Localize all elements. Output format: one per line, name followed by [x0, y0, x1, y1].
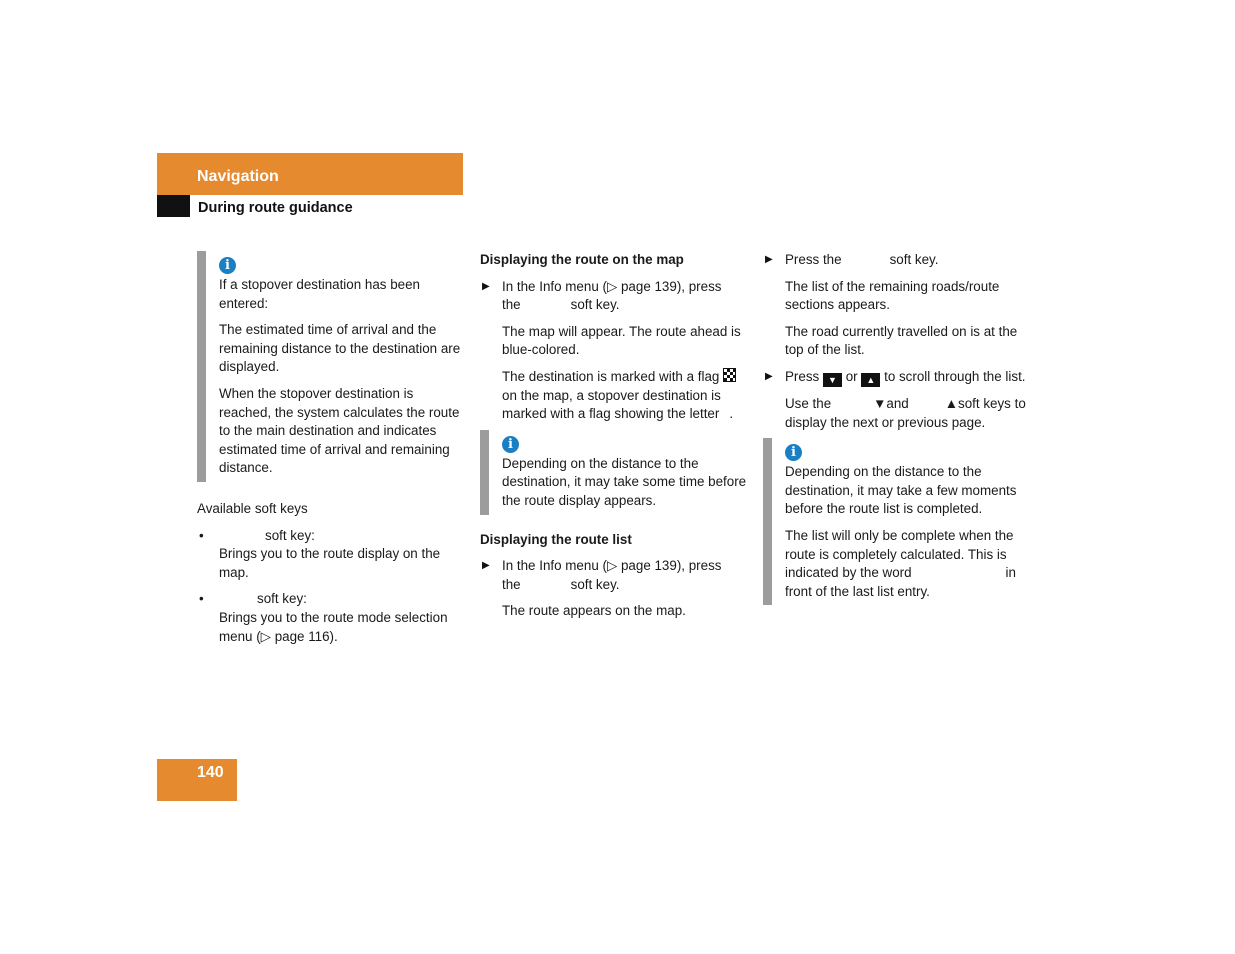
subsection-title: During route guidance [198, 200, 353, 216]
arrow-icon: ▶ [765, 370, 773, 382]
info-bar [480, 430, 489, 515]
page-number-box [157, 759, 237, 801]
arrow-icon: ▶ [482, 560, 490, 572]
section-header [157, 153, 463, 195]
bullet-text: Brings you to the route display on the map. [219, 546, 441, 580]
info-icon: i [785, 444, 802, 461]
bullet-icon: • [199, 591, 204, 607]
result-text: The route appears on the map. [502, 603, 686, 619]
column-1 [197, 251, 463, 646]
list-item [197, 527, 463, 583]
column-3 [763, 251, 1031, 605]
info-bar [197, 251, 206, 482]
bullet-icon: • [199, 527, 204, 543]
info-text: The list will only be complete when the route is completely calculated. This is indicated by the word in front of the last list entry. [785, 527, 1016, 599]
step-text: Press [785, 368, 820, 384]
step-text: the [502, 576, 521, 592]
heading-route-on-map: Displaying the route on the map [480, 252, 684, 267]
available-soft-keys-label: Available soft keys [197, 500, 308, 516]
step-text: soft key. [889, 252, 939, 267]
instruction-step [480, 278, 748, 424]
info-text: The estimated time of arrival and the remaining distance to the destination are displayed. [219, 322, 461, 375]
info-text: Depending on the distance to the destination, it may take a few moments before the route list is completed. [785, 464, 1017, 517]
instruction-step [480, 557, 748, 621]
result-text: Use the ▼and ▲soft keys to display the next or previous page. [785, 395, 1026, 430]
step-text: In the Info menu (▷ page 139), press [502, 558, 722, 574]
arrow-icon: ▶ [765, 254, 773, 265]
bullet-text: Brings you to the route mode selection menu (▷ page 116). [219, 609, 448, 644]
info-text: If a stopover destination has been entered: [219, 277, 420, 311]
step-text: soft key. [570, 576, 620, 592]
result-text: The destination is marked with a flag on the map, a stopover destination is marked with a flag showing the letter . [502, 368, 748, 424]
heading-route-list: Displaying the route list [480, 531, 632, 547]
checkered-flag-icon [723, 368, 736, 382]
info-text: When the stopover destination is reached, the system calculates the route to the main destination and indicates estimated time of arrival and remaining distance. [219, 385, 460, 476]
column-2 [480, 251, 748, 621]
info-icon: i [219, 257, 236, 274]
step-text: In the Info menu (▷ page 139), press [502, 278, 722, 294]
page-number: 140 [197, 764, 224, 781]
step-text: to scroll through the list. [884, 368, 1026, 384]
soft-key-label: soft key: [257, 591, 307, 607]
step-text: the [502, 297, 521, 313]
list-item [197, 590, 463, 646]
arrow-up-key-icon: ▲ [861, 373, 880, 387]
info-box [763, 438, 1031, 605]
step-text: or [845, 368, 858, 384]
result-text: The road currently travelled on is at the top of the list. [785, 323, 1018, 358]
info-box [480, 430, 748, 515]
result-text: The list of the remaining roads/route sections appears. [785, 278, 1000, 313]
info-box [197, 251, 463, 482]
arrow-icon: ▶ [482, 280, 490, 292]
section-title: Navigation [197, 168, 279, 185]
info-text: Depending on the distance to the destination, it may take some time before the route display appears. [502, 455, 747, 508]
step-text: soft key. [570, 297, 620, 313]
step-text: Press the [785, 252, 842, 267]
instruction-step [763, 368, 1031, 432]
soft-key-label: soft key: [265, 527, 315, 543]
info-bar [763, 438, 772, 605]
arrow-down-key-icon: ▼ [823, 373, 842, 387]
instruction-step [763, 251, 1031, 360]
subheader-marker [157, 195, 190, 217]
result-text: The map will appear. The route ahead is blue-colored. [502, 323, 741, 358]
info-icon: i [502, 436, 519, 453]
